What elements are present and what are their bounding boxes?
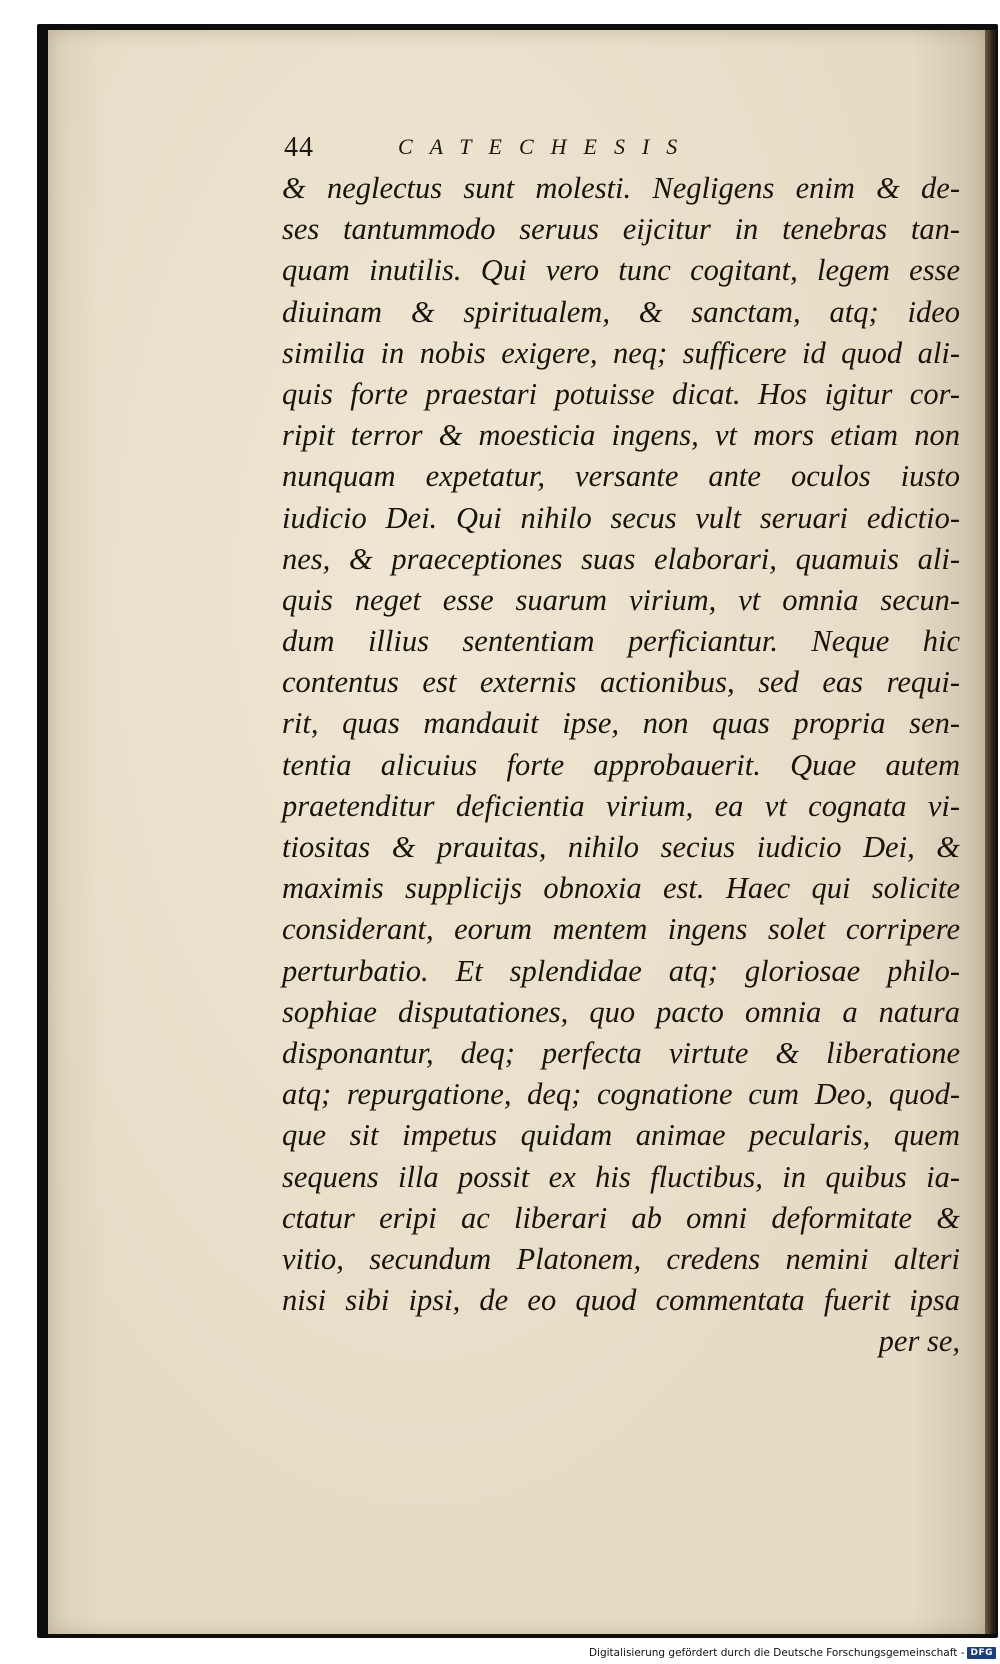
text-line: maximis supplicijs obnoxia est. Haec qui solicite xyxy=(282,871,960,906)
text-line: que sit impetus quidam animae pecularis, quem xyxy=(282,1118,960,1153)
text-line: tentia alicuius forte approbauerit. Quae autem xyxy=(282,747,960,782)
text-line: tiositas & prauitas, nihilo secius iudicio Dei, & xyxy=(282,830,960,864)
text-line: considerant, eorum mentem ingens solet corripere xyxy=(282,912,960,947)
text-line: ripit terror & moesticia ingens, vt mors etiam non xyxy=(282,418,960,453)
text-line: quis forte praestari potuisse dicat. Hos igitur cor- xyxy=(282,376,960,411)
text-line: sophiae disputationes, quo pacto omnia a natura xyxy=(282,994,960,1029)
text-line: quam inutilis. Qui vero tunc cogitant, legem esse xyxy=(282,253,960,288)
running-head xyxy=(284,132,844,172)
body-text xyxy=(282,168,960,1362)
text-line: nisi sibi ipsi, de eo quod commentata fuerit ipsa xyxy=(282,1283,960,1318)
running-head-title: CATECHESIS xyxy=(398,134,695,159)
text-line: disponantur, deq; perfecta virtute & liberatione xyxy=(282,1035,960,1070)
text-line: quis neget esse suarum virium, vt omnia secun- xyxy=(282,582,960,617)
dfg-logo: DFG xyxy=(967,1647,996,1659)
text-line: ses tantummodo seruus eijcitur in tenebras tan- xyxy=(282,212,960,247)
text-line: contentus est externis actionibus, sed eas requi- xyxy=(282,665,960,700)
text-line: vitio, secundum Platonem, credens nemini alteri xyxy=(282,1241,960,1276)
digitization-credit xyxy=(589,1645,996,1661)
text-line: iudicio Dei. Qui nihilo secus vult seruari edictio- xyxy=(282,500,960,535)
text-line: similia in nobis exigere, neq; sufficere id quod ali- xyxy=(282,335,960,370)
text-line: perturbatio. Et splendidae atq; gloriosae philo- xyxy=(282,953,960,988)
text-line: ctatur eripi ac liberari ab omni deformitate & xyxy=(282,1200,960,1235)
page-gutter xyxy=(985,30,998,1634)
credit-text: Digitalisierung gefördert durch die Deutsche Forschungsgemeinschaft - xyxy=(588,1647,965,1659)
page-number: 44 xyxy=(284,132,314,163)
text-line: atq; repurgatione, deq; cognatione cum Deo, quod- xyxy=(282,1077,960,1112)
catchword: per se, xyxy=(878,1324,960,1359)
text-line: dum illius sententiam perficiantur. Neque hic xyxy=(282,624,960,659)
text-line: nunquam expetatur, versante ante oculos iusto xyxy=(282,459,960,494)
text-line: praetenditur deficientia virium, ea vt cognata vi- xyxy=(282,788,960,823)
text-line: & neglectus sunt molesti. Negligens enim & de- xyxy=(282,171,960,205)
text-line: diuinam & spiritualem, & sanctam, atq; ideo xyxy=(282,294,960,329)
text-line: sequens illa possit ex his fluctibus, in quibus ia- xyxy=(282,1159,960,1194)
text-line: nes, & praeceptiones suas elaborari, quamuis ali- xyxy=(282,541,960,576)
text-line: rit, quas mandauit ipse, non quas propria sen- xyxy=(282,706,960,741)
